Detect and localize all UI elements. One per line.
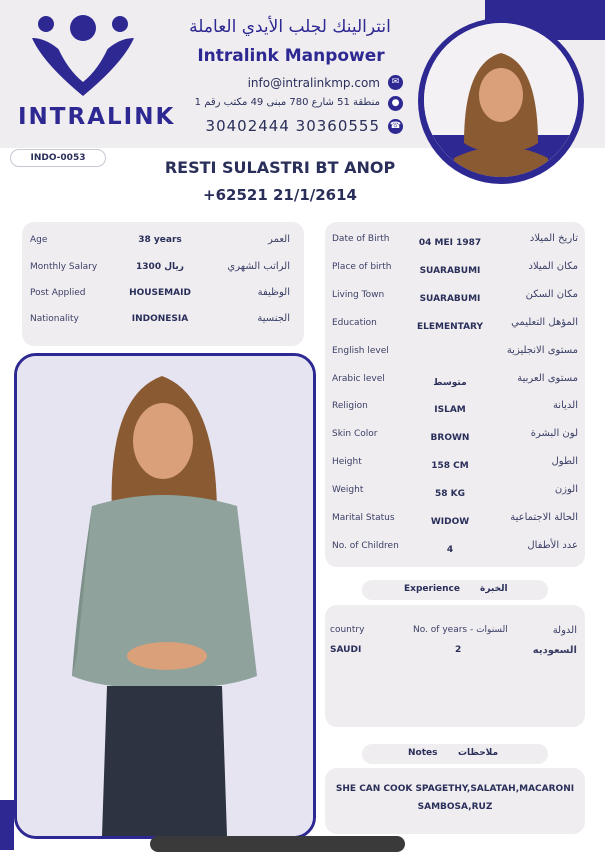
detail-label-ar: المؤهل التعليمي xyxy=(511,317,578,328)
experience-col-years: No. of years - السنوات xyxy=(413,625,508,635)
detail-value: ISLAM xyxy=(434,405,466,415)
experience-title-pill xyxy=(362,580,548,600)
summary-value: 38 years xyxy=(138,235,182,245)
detail-label-ar: الحالة الاجتماعية xyxy=(510,512,578,523)
reference-code: INDO-0053 xyxy=(10,149,106,167)
company-name-english: Intralink Manpower xyxy=(197,46,385,66)
detail-label-ar: تاريخ الميلاد xyxy=(529,233,578,244)
detail-value: 158 CM xyxy=(431,461,469,471)
contact-email[interactable]: info@intralinkmp.com xyxy=(247,76,380,90)
detail-value: متوسط xyxy=(433,378,467,388)
location-pin-icon: ● xyxy=(388,96,403,111)
summary-value: INDONESIA xyxy=(131,314,189,324)
detail-label: Education xyxy=(332,318,377,328)
phone-icon: ☎ xyxy=(388,119,403,134)
summary-value: 1300 ريال xyxy=(136,262,184,272)
detail-label: Skin Color xyxy=(332,429,378,439)
summary-label-ar: العمر xyxy=(268,234,290,245)
detail-label-ar: لون البشرة xyxy=(530,428,578,439)
detail-label-ar: الوزن xyxy=(554,484,578,495)
detail-label-ar: مكان السكن xyxy=(525,289,578,300)
experience-col-country-ar: الدولة xyxy=(552,625,577,636)
summary-label-ar: الوظيفة xyxy=(257,287,290,298)
summary-label: Monthly Salary xyxy=(30,262,98,272)
experience-panel xyxy=(325,605,585,727)
detail-label: Place of birth xyxy=(332,262,392,272)
detail-label-ar: الطول xyxy=(551,456,578,467)
detail-label: Height xyxy=(332,457,362,467)
contact-phones: 30402444 30360555 xyxy=(205,117,380,135)
notes-title-en: Notes xyxy=(408,748,438,758)
detail-label-ar: الديانة xyxy=(552,400,578,411)
detail-label: Arabic level xyxy=(332,374,385,384)
detail-label-ar: عدد الأطفال xyxy=(527,540,578,551)
detail-label-ar: مستوى الانجليزية xyxy=(506,345,578,356)
experience-country-ar: السعوديه xyxy=(532,645,577,656)
notes-title-ar: ملاحظات xyxy=(458,748,499,758)
detail-value: 4 xyxy=(446,545,454,555)
summary-label-ar: الجنسية xyxy=(257,313,290,324)
notes-line-1: SHE CAN COOK SPAGETHY,SALATAH,MACARONI xyxy=(335,784,575,794)
detail-value: SUARABUMI xyxy=(419,294,481,304)
summary-label: Post Applied xyxy=(30,288,86,298)
detail-label: Religion xyxy=(332,401,368,411)
detail-value: 04 MEI 1987 xyxy=(418,238,482,248)
portrait-photo xyxy=(424,23,578,177)
logo-text: INTRALINK xyxy=(18,104,176,130)
detail-label: Weight xyxy=(332,485,364,495)
detail-label: Living Town xyxy=(332,290,385,300)
full-body-photo xyxy=(14,353,316,839)
candidate-name: RESTI SULASTRI BT ANOP xyxy=(164,158,396,177)
detail-value: SUARABUMI xyxy=(419,266,481,276)
detail-value: ELEMENTARY xyxy=(416,322,484,332)
detail-label-ar: مكان الميلاد xyxy=(528,261,578,272)
company-name-arabic: انترالينك لجلب الأيدي العاملة xyxy=(189,17,391,37)
detail-label-ar: مستوى العربية xyxy=(517,373,578,384)
candidate-phone: +62521 21/1/2614 xyxy=(203,186,357,204)
envelope-icon: ✉ xyxy=(388,75,403,90)
bottom-decoration xyxy=(0,800,14,850)
experience-years: 2 xyxy=(455,645,462,655)
detail-label: Marital Status xyxy=(332,513,395,523)
experience-title-ar: الخبرة xyxy=(480,584,508,594)
summary-label: Age xyxy=(30,235,48,245)
contact-address: منطقة 51 شارع 780 مبنى 49 مكتب رقم 1 xyxy=(194,97,380,108)
detail-label: Date of Birth xyxy=(332,234,390,244)
experience-title-en: Experience xyxy=(404,584,460,594)
experience-country: SAUDI xyxy=(330,645,362,655)
detail-value: BROWN xyxy=(430,433,470,443)
summary-value: HOUSEMAID xyxy=(129,288,191,298)
detail-value: WIDOW xyxy=(430,517,470,527)
intralink-logo-icon xyxy=(28,8,138,98)
summary-label-ar: الراتب الشهري xyxy=(227,261,290,272)
notes-line-2: SAMBOSA,RUZ xyxy=(417,802,493,812)
detail-label: English level xyxy=(332,346,389,356)
experience-col-country: country xyxy=(330,625,365,635)
detail-label: No. of Children xyxy=(332,541,399,551)
detail-value: 58 KG xyxy=(434,489,466,499)
summary-label: Nationality xyxy=(30,314,79,324)
notes-panel xyxy=(325,768,585,834)
notes-title-pill xyxy=(362,744,548,764)
